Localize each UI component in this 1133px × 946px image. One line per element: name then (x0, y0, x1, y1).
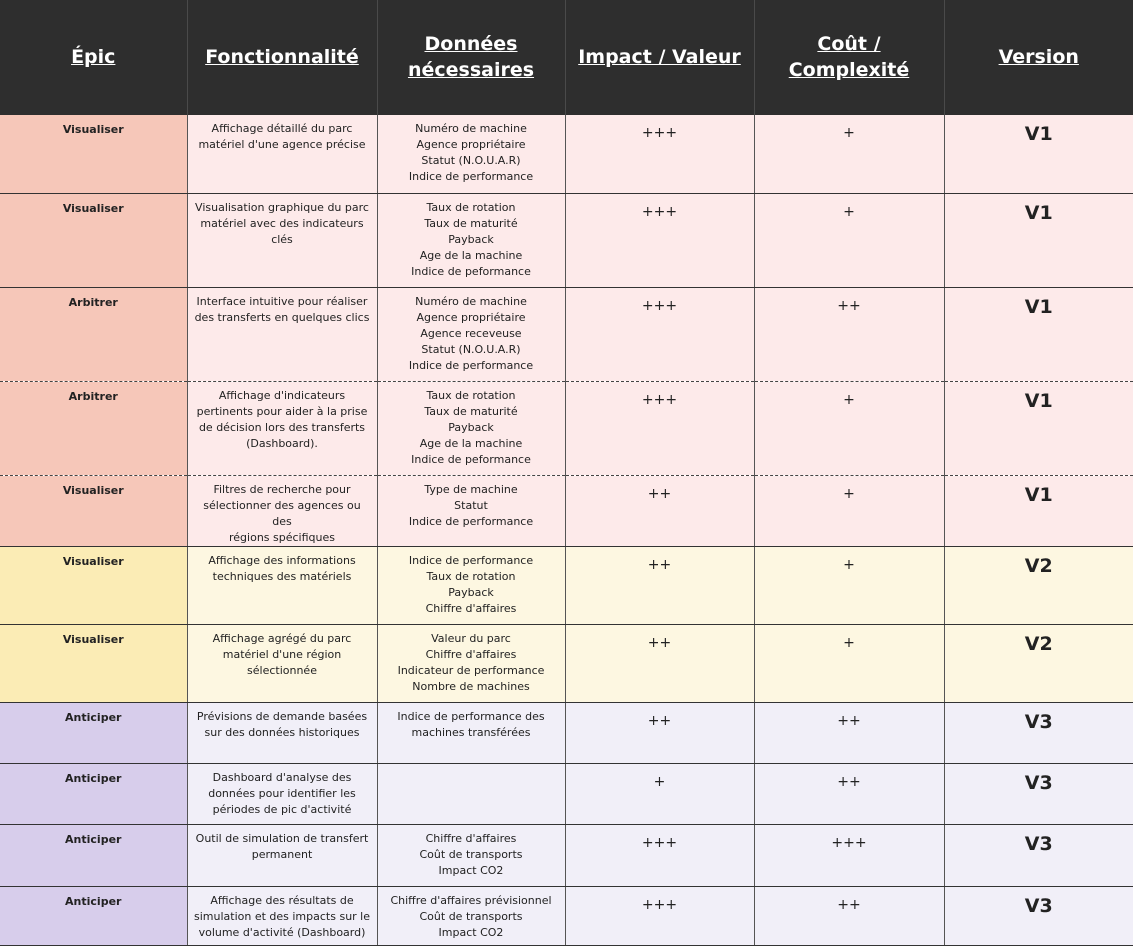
table-body (0, 115, 1133, 945)
cost-cell: ++ (754, 763, 944, 824)
table-row (0, 624, 1133, 702)
version-cell: V3 (944, 763, 1133, 824)
cost-cell: +++ (754, 824, 944, 886)
feature-text-line: matériel d'une agence précise (198, 138, 366, 151)
table-row (0, 287, 1133, 381)
required-data-item: Payback (448, 585, 494, 599)
required-data-item: Agence propriétaire (416, 138, 526, 151)
feature-text-line: Affichage des résultats de (210, 893, 354, 907)
feature-text-line: Interface intuitive pour réaliser (196, 294, 368, 308)
required-data-item: Nombre de machines (412, 679, 530, 693)
required-data-item: Chiffre d'affaires prévisionnel (390, 893, 552, 907)
feature-text-line: Affichage détaillé du parc (211, 122, 353, 135)
cost-cell: + (754, 546, 944, 624)
feature-cell (187, 702, 377, 763)
feature-text-line: pertinents pour aider à la prise (196, 404, 368, 418)
feature-text-line: Affichage agrégé du parc (212, 631, 352, 645)
required-data-cell (377, 475, 565, 546)
required-data-item: Indice de performance (408, 170, 534, 183)
feature-cell (187, 193, 377, 287)
header-data (377, 0, 565, 115)
cost-cell: + (754, 115, 944, 193)
required-data-item: Taux de rotation (426, 388, 516, 402)
header-epic: Épic (0, 0, 187, 115)
required-data-item: Chiffre d'affaires (425, 831, 517, 845)
feature-cell (187, 115, 377, 193)
impact-cell: +++ (565, 886, 754, 945)
feature-text-line: techniques des matériels (212, 569, 352, 583)
version-cell: V3 (944, 824, 1133, 886)
required-data-cell (377, 546, 565, 624)
table-row (0, 193, 1133, 287)
impact-cell: ++ (565, 546, 754, 624)
required-data-cell (377, 624, 565, 702)
table-row (0, 475, 1133, 546)
impact-cell: + (565, 763, 754, 824)
required-data-item: Payback (448, 420, 494, 434)
required-data-item: Indice de performance (408, 358, 534, 372)
required-data-item: Indice de performance des (397, 709, 545, 723)
cost-cell: ++ (754, 886, 944, 945)
feature-text-line: permanent (251, 847, 313, 861)
required-data-cell (377, 115, 565, 193)
required-data-item: Indice de peformance (411, 264, 531, 278)
required-data-cell (377, 287, 565, 381)
header-row (0, 0, 1133, 115)
impact-cell: +++ (565, 193, 754, 287)
required-data-item: Statut (N.O.U.A.R) (421, 154, 521, 167)
feature-text-line: des transferts en quelques clics (194, 310, 370, 324)
required-data-item: Taux de rotation (426, 569, 516, 583)
table-row (0, 763, 1133, 824)
table-row (0, 702, 1133, 763)
epic-cell: Arbitrer (0, 381, 187, 475)
required-data-item: machines transférées (411, 725, 531, 739)
required-data-item: Age de la machine (419, 248, 523, 262)
version-cell: V2 (944, 624, 1133, 702)
impact-cell: ++ (565, 702, 754, 763)
table-row (0, 381, 1133, 475)
required-data-item: Chiffre d'affaires (425, 647, 517, 661)
cost-cell: + (754, 475, 944, 546)
feature-text-line: volume d'activité (Dashboard) (198, 925, 366, 939)
required-data-item: Agence receveuse (420, 326, 522, 340)
feature-text-line: données pour identifier les (208, 786, 356, 800)
header-data-line2: nécessaires (407, 58, 535, 81)
feature-text-line: (Dashboard). (246, 436, 318, 450)
feature-text-line: clés (271, 232, 293, 246)
required-data-cell (377, 193, 565, 287)
required-data-item: Age de la machine (419, 436, 523, 450)
impact-cell: ++ (565, 624, 754, 702)
cost-cell: + (754, 624, 944, 702)
required-data-cell (377, 886, 565, 945)
epic-cell: Arbitrer (0, 287, 187, 381)
epic-cell: Visualiser (0, 546, 187, 624)
header-feature: Fonctionnalité (187, 0, 377, 115)
required-data-item: Taux de rotation (426, 200, 516, 214)
required-data-item: Indice de performance (408, 514, 534, 528)
required-data-cell (377, 702, 565, 763)
required-data-item: Numéro de machine (415, 294, 527, 308)
epic-cell: Anticiper (0, 763, 187, 824)
feature-text-line: Visualisation graphique du parc (195, 200, 369, 214)
cost-cell: + (754, 381, 944, 475)
required-data-item: Taux de maturité (424, 216, 518, 230)
required-data-item: Valeur du parc (431, 631, 511, 645)
table-row (0, 886, 1133, 945)
feature-text-line: Prévisions de demande basées (196, 709, 368, 723)
feature-cell (187, 886, 377, 945)
feature-cell (187, 763, 377, 824)
feature-cell (187, 824, 377, 886)
table-row (0, 824, 1133, 886)
required-data-item: Indicateur de performance (397, 663, 545, 677)
version-cell: V2 (944, 546, 1133, 624)
feature-text-line: sélectionnée (247, 663, 317, 677)
version-cell: V3 (944, 886, 1133, 945)
version-cell: V1 (944, 381, 1133, 475)
feature-cell (187, 475, 377, 546)
epic-cell: Visualiser (0, 624, 187, 702)
version-cell: V1 (944, 475, 1133, 546)
feature-cell (187, 546, 377, 624)
required-data-item: Taux de maturité (424, 404, 518, 418)
impact-cell: +++ (565, 824, 754, 886)
cost-cell: + (754, 193, 944, 287)
table-row (0, 546, 1133, 624)
impact-cell: +++ (565, 287, 754, 381)
cost-cell: ++ (754, 287, 944, 381)
feature-text-line: Outil de simulation de transfert (195, 831, 369, 845)
feature-text-line: Filtres de recherche pour (213, 482, 351, 496)
required-data-item: Agence propriétaire (416, 310, 526, 324)
epic-cell: Visualiser (0, 193, 187, 287)
required-data-item: Coût de transports (419, 909, 523, 923)
table-row (0, 115, 1133, 193)
required-data-cell (377, 763, 565, 824)
feature-text-line: matériel avec des indicateurs (200, 216, 364, 230)
feature-text-line: Affichage d'indicateurs (218, 388, 346, 402)
feature-text-line: régions spécifiques (229, 530, 335, 544)
epic-cell: Visualiser (0, 475, 187, 546)
version-cell: V1 (944, 115, 1133, 193)
required-data-item: Coût de transports (419, 847, 523, 861)
impact-cell: +++ (565, 115, 754, 193)
required-data-item: Type de machine (424, 482, 518, 496)
required-data-item: Payback (448, 232, 494, 246)
required-data-item: Chiffre d'affaires (425, 601, 517, 615)
required-data-cell (377, 381, 565, 475)
required-data-item: Impact CO2 (438, 863, 504, 877)
feature-cell (187, 287, 377, 381)
header-cost: Coût / Complexité (754, 0, 944, 115)
version-cell: V1 (944, 287, 1133, 381)
required-data-item: Statut (N.O.U.A.R) (421, 342, 521, 356)
impact-cell: ++ (565, 475, 754, 546)
feature-text-line: périodes de pic d'activité (212, 802, 352, 816)
epic-cell: Anticiper (0, 702, 187, 763)
feature-text-line: matériel d'une région (222, 647, 342, 661)
feature-text-line: Affichage des informations (208, 553, 356, 567)
required-data-item: Indice de performance (408, 553, 534, 567)
header-impact: Impact / Valeur (565, 0, 754, 115)
required-data-cell (377, 824, 565, 886)
feature-text-line: Dashboard d'analyse des (212, 770, 352, 784)
feature-text-line: de décision lors des transferts (198, 420, 366, 434)
header-version: Version (944, 0, 1133, 115)
required-data-item: Statut (454, 498, 488, 512)
feature-text-line: sur des données historiques (204, 725, 360, 739)
epic-cell: Visualiser (0, 115, 187, 193)
header-data-line1: Données (424, 32, 518, 55)
cost-cell: ++ (754, 702, 944, 763)
impact-cell: +++ (565, 381, 754, 475)
feature-cell (187, 381, 377, 475)
version-cell: V3 (944, 702, 1133, 763)
epic-cell: Anticiper (0, 886, 187, 945)
required-data-item: Indice de peformance (411, 452, 531, 466)
feature-cell (187, 624, 377, 702)
required-data-item: Impact CO2 (438, 925, 504, 939)
epic-cell: Anticiper (0, 824, 187, 886)
feature-text-line: sélectionner des agences ou des (203, 498, 361, 528)
table-header (0, 0, 1133, 115)
feature-text-line: simulation et des impacts sur le (193, 909, 371, 923)
required-data-item: Numéro de machine (415, 122, 527, 135)
version-cell: V1 (944, 193, 1133, 287)
